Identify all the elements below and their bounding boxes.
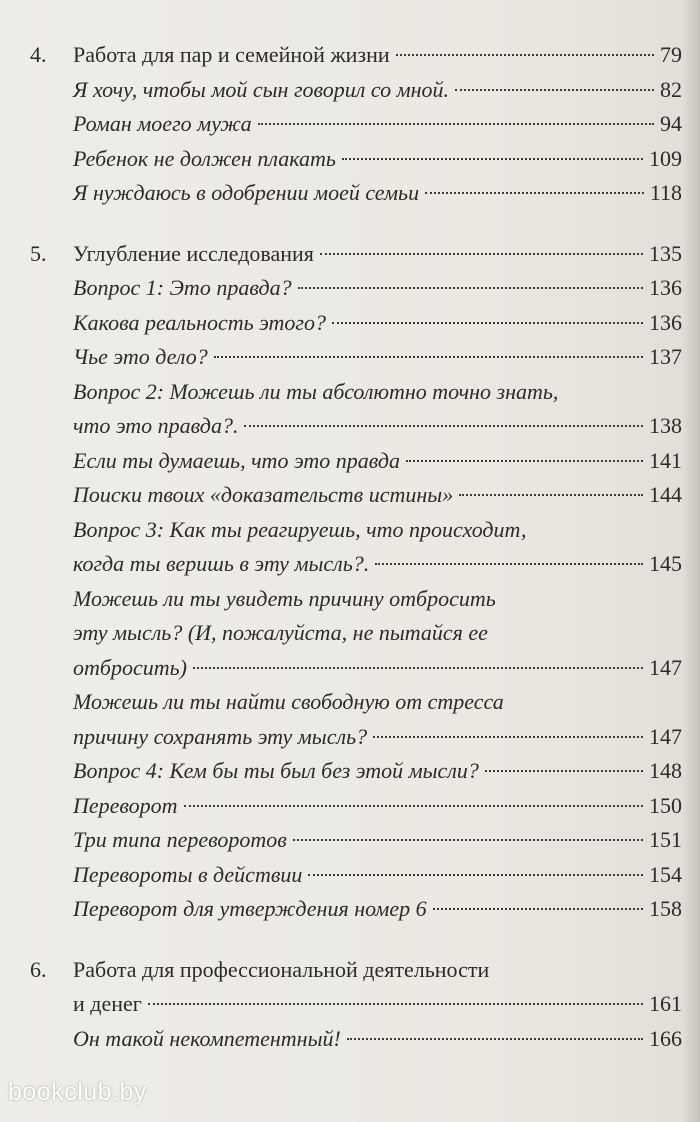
page-number: 136 [649,275,682,300]
page-number: 79 [660,42,682,67]
toc-entry [30,789,682,824]
toc-entry [30,340,682,375]
entry-title: Вопрос 1: Это правда? [73,275,292,300]
dot-leader [332,322,643,324]
dot-leader [308,874,643,876]
dot-leader [433,908,643,910]
toc-entry [30,892,682,927]
page-number: 158 [649,896,682,921]
toc-entry [30,685,682,754]
dot-leader [459,494,643,496]
chapter-number: 6. [30,956,47,982]
chapter-number: 4. [30,42,47,67]
dot-leader [425,192,644,194]
entry-title: когда ты веришь в эту мысль?. [73,551,370,576]
entry-title: Он такой некомпетентный! [73,1025,341,1051]
entry-title: эту мысль? (И, пожалуйста, не пытайся ее [73,620,488,645]
entry-title: Вопрос 4: Кем бы ты был без этой мысли? [73,758,479,783]
toc-entry [30,823,682,858]
dot-leader [214,356,643,358]
dot-leader [455,89,654,91]
chapter-title: Углубление исследования [73,240,314,266]
chapter-heading [30,38,682,73]
table-of-contents [30,38,682,1082]
entry-title: Если ты думаешь, что это правда [73,447,401,473]
chapter-number: 5. [30,240,47,266]
dot-leader [298,287,643,289]
chapter-title: и денег [73,991,142,1016]
dot-leader [293,839,643,841]
dot-leader [342,158,643,160]
page-number: 141 [649,447,682,473]
page-number: 109 [649,145,682,171]
page-number: 150 [649,792,682,818]
dot-leader [320,253,643,255]
page-number: 166 [649,1025,682,1051]
toc-entry [30,444,682,479]
entry-title: Поиски твоих «доказательств истины» [73,482,454,507]
chapter-title: Работа для пар и семейной жизни [73,42,390,67]
dot-leader [258,123,654,125]
toc-entry [30,478,682,513]
entry-title: Вопрос 3: Как ты реагируешь, что происходит, [73,516,527,542]
dot-leader [184,805,643,807]
watermark: bookclub.by [8,1078,147,1106]
entry-title: Переворот для утверждения номер 6 [73,896,427,921]
page-number: 94 [660,111,682,136]
entry-title: Я хочу, чтобы мой сын говорил со мной. [73,76,450,102]
page-number: 118 [649,180,682,205]
toc-entry [30,306,682,341]
page-edge-shadow [682,0,700,1122]
toc-entry [30,271,682,306]
page-number: 148 [649,758,682,783]
page-number: 144 [649,482,682,507]
toc-chapter [30,237,682,927]
toc-entry [30,754,682,789]
toc-chapter [30,953,682,1057]
dot-leader [375,563,643,565]
entry-title: Какова реальность этого? [73,309,326,335]
page-number: 82 [660,76,682,102]
toc-chapter [30,38,682,211]
toc-entry [30,375,682,444]
dot-leader [373,736,643,738]
toc-entry [30,582,682,686]
page-number: 135 [649,240,682,266]
page-number: 145 [649,551,682,576]
page-number: 161 [649,991,682,1016]
toc-entry [30,513,682,582]
entry-title: Можешь ли ты увидеть причину отбросить [73,585,496,611]
dot-leader [347,1038,643,1040]
toc-entry [30,73,682,108]
entry-title: Я нуждаюсь в одобрении моей семьи [73,180,420,205]
dot-leader [148,1003,643,1005]
dot-leader [406,460,643,462]
toc-entry [30,858,682,893]
entry-title: отбросить) [73,654,187,680]
toc-entry [30,1022,682,1057]
dot-leader [193,667,643,669]
page-number: 154 [649,861,682,887]
page-number: 147 [649,654,682,680]
chapter-heading [30,237,682,272]
entry-title: Перевороты в действии [73,861,303,887]
toc-entry [30,176,682,211]
dot-leader [485,770,643,772]
page-number: 138 [649,413,682,438]
chapter-title: Работа для профессиональной деятельности [73,956,490,982]
chapter-heading [30,953,682,1022]
page-number: 137 [649,344,682,369]
dot-leader [396,54,654,56]
entry-title: Три типа переворотов [73,827,287,852]
page-number: 151 [649,827,682,852]
entry-title: Можешь ли ты найти свободную от стресса [73,689,504,714]
entry-title: Чье это дело? [73,344,208,369]
page-number: 136 [649,309,682,335]
entry-title: Ребенок не должен плакать [73,145,336,171]
entry-title: Вопрос 2: Можешь ли ты абсолютно точно знать, [73,378,559,404]
entry-title: Переворот [73,792,178,818]
page-number: 147 [649,723,682,749]
dot-leader [244,425,643,427]
toc-entry [30,142,682,177]
toc-entry [30,107,682,142]
entry-title: Роман моего мужа [73,111,252,136]
entry-title: причину сохранять эту мысль? [73,723,368,749]
entry-title: что это правда?. [73,413,239,438]
